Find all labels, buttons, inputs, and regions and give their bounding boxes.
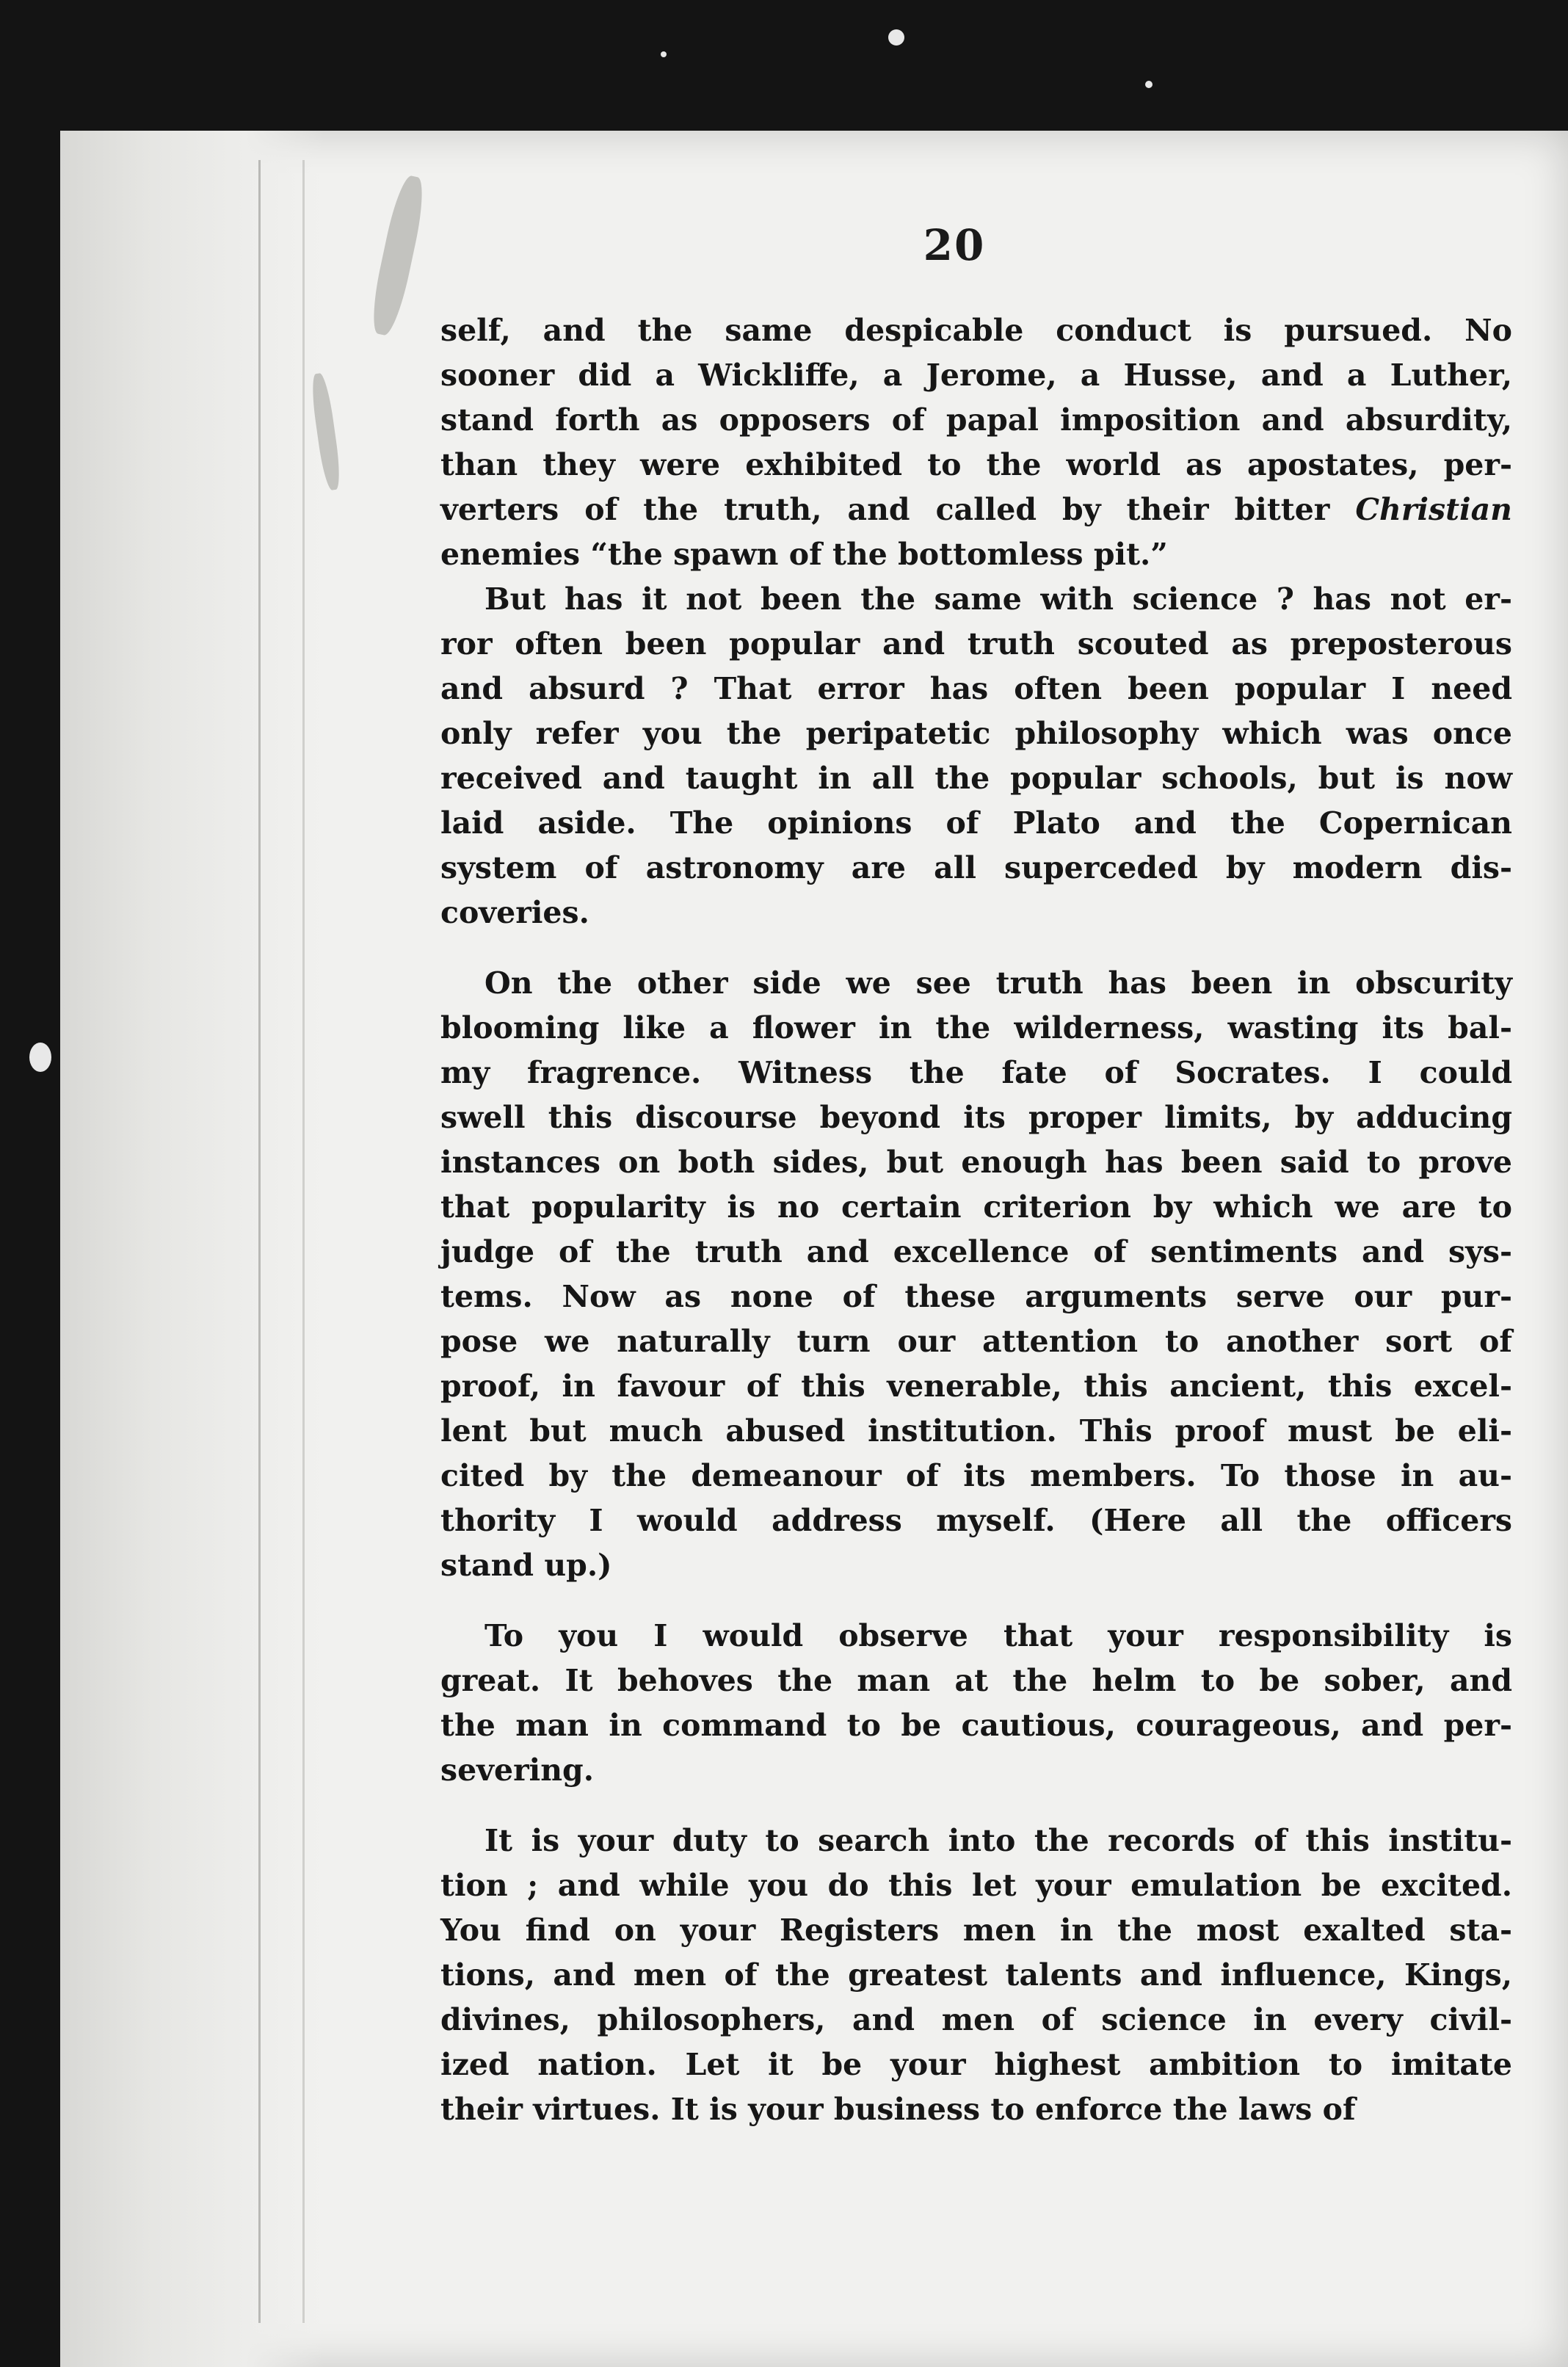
text-line: proof, in favour of this venerable, this ancient, this excel-	[440, 1369, 1512, 1404]
paragraph-gap	[440, 1588, 1542, 1614]
text-line: cited by the demeanour of its members. To those in au-	[440, 1458, 1512, 1493]
text-line: the man in command to be cautious, courageous, and per-	[440, 1708, 1512, 1743]
text-line: instances on both sides, but enough has been said to prove	[440, 1145, 1512, 1180]
paragraph	[440, 961, 1542, 1588]
scan-speck	[1145, 81, 1153, 88]
text-line: tems. Now as none of these arguments serve our pur-	[440, 1279, 1512, 1314]
text-line: ror often been popular and truth scouted as preposterous	[440, 626, 1512, 661]
text-line: blooming like a flower in the wilderness, wasting its bal-	[440, 1010, 1512, 1045]
text-line: lent but much abused institution. This proof must be eli-	[440, 1413, 1512, 1449]
text-line: severing.	[440, 1752, 595, 1788]
text-line: To you I would observe that your responsibility is	[484, 1618, 1512, 1653]
text-line: tions, and men of the greatest talents and influence, Kings,	[440, 1957, 1512, 1993]
text-line: swell this discourse beyond its proper limits, by adducing	[440, 1100, 1512, 1135]
text-line: great. It behoves the man at the helm to be sober, and	[440, 1663, 1512, 1698]
page-stain	[367, 173, 429, 338]
italic-word: Christian	[1355, 492, 1512, 527]
text-line: my fragrence. Witness the fate of Socrates. I could	[440, 1055, 1512, 1090]
scan-speck	[888, 29, 904, 46]
text-line: But has it not been the same with science ? has not er-	[484, 581, 1512, 617]
text-line: stand forth as opposers of papal imposition and absurdity,	[440, 402, 1512, 438]
scan-speck	[29, 1043, 51, 1072]
paragraph	[440, 308, 1542, 577]
text-line: divines, philosophers, and men of science in every civil-	[440, 2002, 1512, 2037]
scan-speck	[661, 51, 667, 57]
paragraph-gap	[440, 935, 1542, 961]
page-edge-line	[302, 160, 305, 2323]
text-line: their virtues. It is your business to enforce the laws of	[440, 2092, 1356, 2127]
text-line: than they were exhibited to the world as apostates, per-	[440, 447, 1512, 482]
text-line: enemies “the spawn of the bottomless pit.”	[440, 537, 1168, 572]
text-line: coveries.	[440, 895, 589, 930]
text-line: stand up.)	[440, 1548, 612, 1583]
text-line: received and taught in all the popular schools, but is now	[440, 761, 1512, 796]
text-line: It is your duty to search into the records of this institu-	[484, 1823, 1512, 1858]
page-number: 20	[923, 220, 986, 270]
text-line: ized nation. Let it be your highest ambition to imitate	[440, 2047, 1512, 2082]
paragraph	[440, 1614, 1542, 1793]
page-gutter-shadow	[60, 131, 324, 2367]
text-line: sooner did a Wickliffe, a Jerome, a Husse, and a Luther,	[440, 358, 1512, 393]
text-line: verters of the truth, and called by their bitter Christian	[440, 492, 1512, 527]
text-line: tion ; and while you do this let your emulation be excited.	[440, 1868, 1512, 1903]
page-edge-line	[258, 160, 261, 2323]
paragraph	[440, 577, 1542, 935]
text-line: laid aside. The opinions of Plato and the Copernican	[440, 805, 1512, 841]
paragraph-gap	[440, 1793, 1542, 1819]
text-line: On the other side we see truth has been in obscurity	[484, 965, 1512, 1001]
text-line: self, and the same despicable conduct is pursued. No	[440, 313, 1512, 348]
text-line: and absurd ? That error has often been popular I need	[440, 671, 1512, 706]
text-line: pose we naturally turn our attention to another sort of	[440, 1324, 1512, 1359]
text-line: only refer you the peripatetic philosophy which was once	[440, 716, 1512, 751]
text-line: that popularity is no certain criterion by which we are to	[440, 1189, 1512, 1225]
paragraph	[440, 1819, 1542, 2132]
text-line: You find on your Registers men in the most exalted sta-	[440, 1913, 1512, 1948]
text-line: judge of the truth and excellence of sentiments and sys-	[440, 1234, 1512, 1269]
text-line: system of astronomy are all superceded by modern dis-	[440, 850, 1512, 885]
text-line: thority I would address myself. (Here all the officers	[440, 1503, 1512, 1538]
body-text	[440, 308, 1542, 2132]
